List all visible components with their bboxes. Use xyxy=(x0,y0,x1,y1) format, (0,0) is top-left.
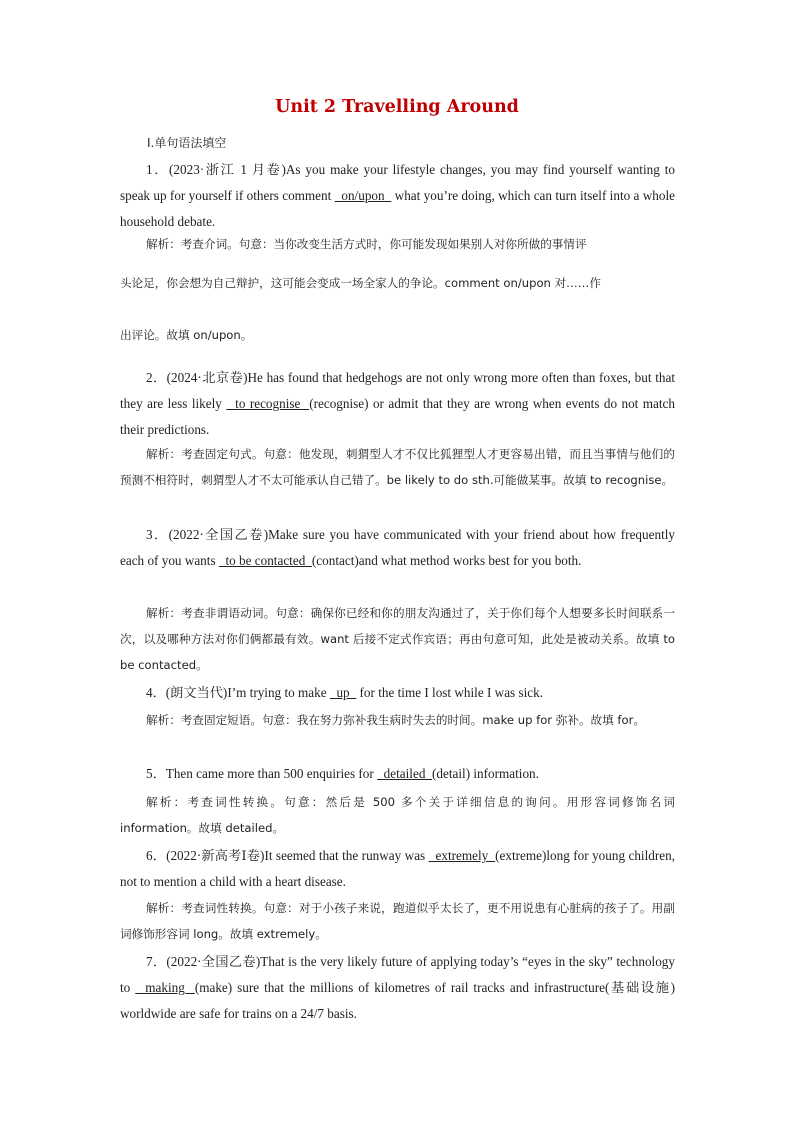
answer-1 xyxy=(120,231,675,257)
a1-line-2: 头论足，你会想为自己辩护，这可能会变成一场全家人的争论。comment on/upon 对……作 xyxy=(120,276,601,290)
question-1 xyxy=(120,157,675,235)
q2-text: 2．(2024·北京卷)He has found that hedgehogs are not only wrong more often than foxes, but that they are less likely xyxy=(120,370,675,411)
q2-text-cont: (recognise) or admit that they are wrong when events do not match their predictions. xyxy=(120,396,675,437)
q4-text: 4．(朗文当代)I’m trying to make xyxy=(146,685,330,700)
q5-answer-blank: detailed xyxy=(377,766,433,781)
answer-2: 解析：考查固定句式。句意：他发现，刺猬型人才不仅比狐狸型人才更容易出错，而且当事情与他们的预测不相符时，刺猬型人才不太可能承认自己错了。be likely to do sth.可能做某事。故填 to recognise。 xyxy=(120,447,675,487)
question-6 xyxy=(120,843,675,895)
answer-6: 解析：考查词性转换。句意：对于小孩子来说，跑道似乎太长了，更不用说患有心脏病的孩子了。用副词修饰形容词 long。故填 extremely。 xyxy=(120,901,675,941)
q2-answer-blank: to recognise xyxy=(226,396,310,411)
question-5 xyxy=(120,761,675,787)
answer-3: 解析：考查非谓语动词。句意：确保你已经和你的朋友沟通过了，关于你们每个人想要多长时间联系一次，以及哪种方法对你们俩都最有效。want 后接不定式作宾语；再由句意可知，此处是被动关系。故填 to be contacted。 xyxy=(120,606,675,672)
a1-line-1: 解析：考查介词。句意：当你改变生活方式时，你可能发现如果别人对你所做的事情评 xyxy=(146,237,587,251)
question-3 xyxy=(120,522,675,574)
q7-text-cont: (make) sure that the millions of kilometres of rail tracks and infrastructure(基础设施) worldwide are safe for trains on a 24/7 basis. xyxy=(120,980,676,1021)
answer-5: 解析：考查词性转换。句意：然后是 500 多个关于详细信息的询问。用形容词修饰名词 information。故填 detailed。 xyxy=(120,795,675,835)
q7-text: 7．(2022·全国乙卷)That is the very likely future of applying today’s “eyes in the sky” technology to xyxy=(120,954,675,995)
answer-1-line-3 xyxy=(120,322,675,348)
q6-text: 6．(2022·新高考Ⅰ卷)It seemed that the runway was xyxy=(146,848,429,863)
q3-answer-blank: to be contacted xyxy=(218,553,312,568)
answer-1-line-2 xyxy=(120,270,675,296)
question-4 xyxy=(120,680,675,706)
section-heading: Ⅰ.单句语法填空 xyxy=(147,136,227,150)
q3-text-cont: (contact)and what method works best for you both. xyxy=(311,553,582,568)
question-7 xyxy=(120,949,675,1027)
q6-text-cont: (extreme)long for young children, not to mention a child with a heart disease. xyxy=(120,848,675,889)
q3-text: 3．(2022·全国乙卷)Make sure you have communicated with your friend about how frequently each of you wants xyxy=(120,527,675,568)
q7-answer-blank: making xyxy=(135,980,195,995)
q1-text: 1．(2023·浙江 1 月卷)As you make your lifestyle changes, you may find yourself wanting to speak up for yourself if others comment xyxy=(120,162,675,203)
page-title: Unit 2 Travelling Around xyxy=(275,97,519,117)
q4-text-cont: for the time I lost while I was sick. xyxy=(356,685,544,700)
answer-4: 解析：考查固定短语。句意：我在努力弥补我生病时失去的时间。make up for 弥补。故填 for。 xyxy=(146,713,645,727)
q5-text-cont: (detail) information. xyxy=(432,766,539,781)
question-2 xyxy=(120,365,675,443)
q1-text-cont: what you’re doing, which can turn itself into a whole household debate. xyxy=(120,188,675,229)
q4-answer-blank: up xyxy=(329,685,357,700)
q6-answer-blank: extremely xyxy=(428,848,496,863)
a1-line-3: 出评论。故填 on/upon。 xyxy=(120,328,253,342)
q1-answer-blank: on/upon xyxy=(334,188,392,203)
q5-text: 5．Then came more than 500 enquiries for xyxy=(146,766,378,781)
